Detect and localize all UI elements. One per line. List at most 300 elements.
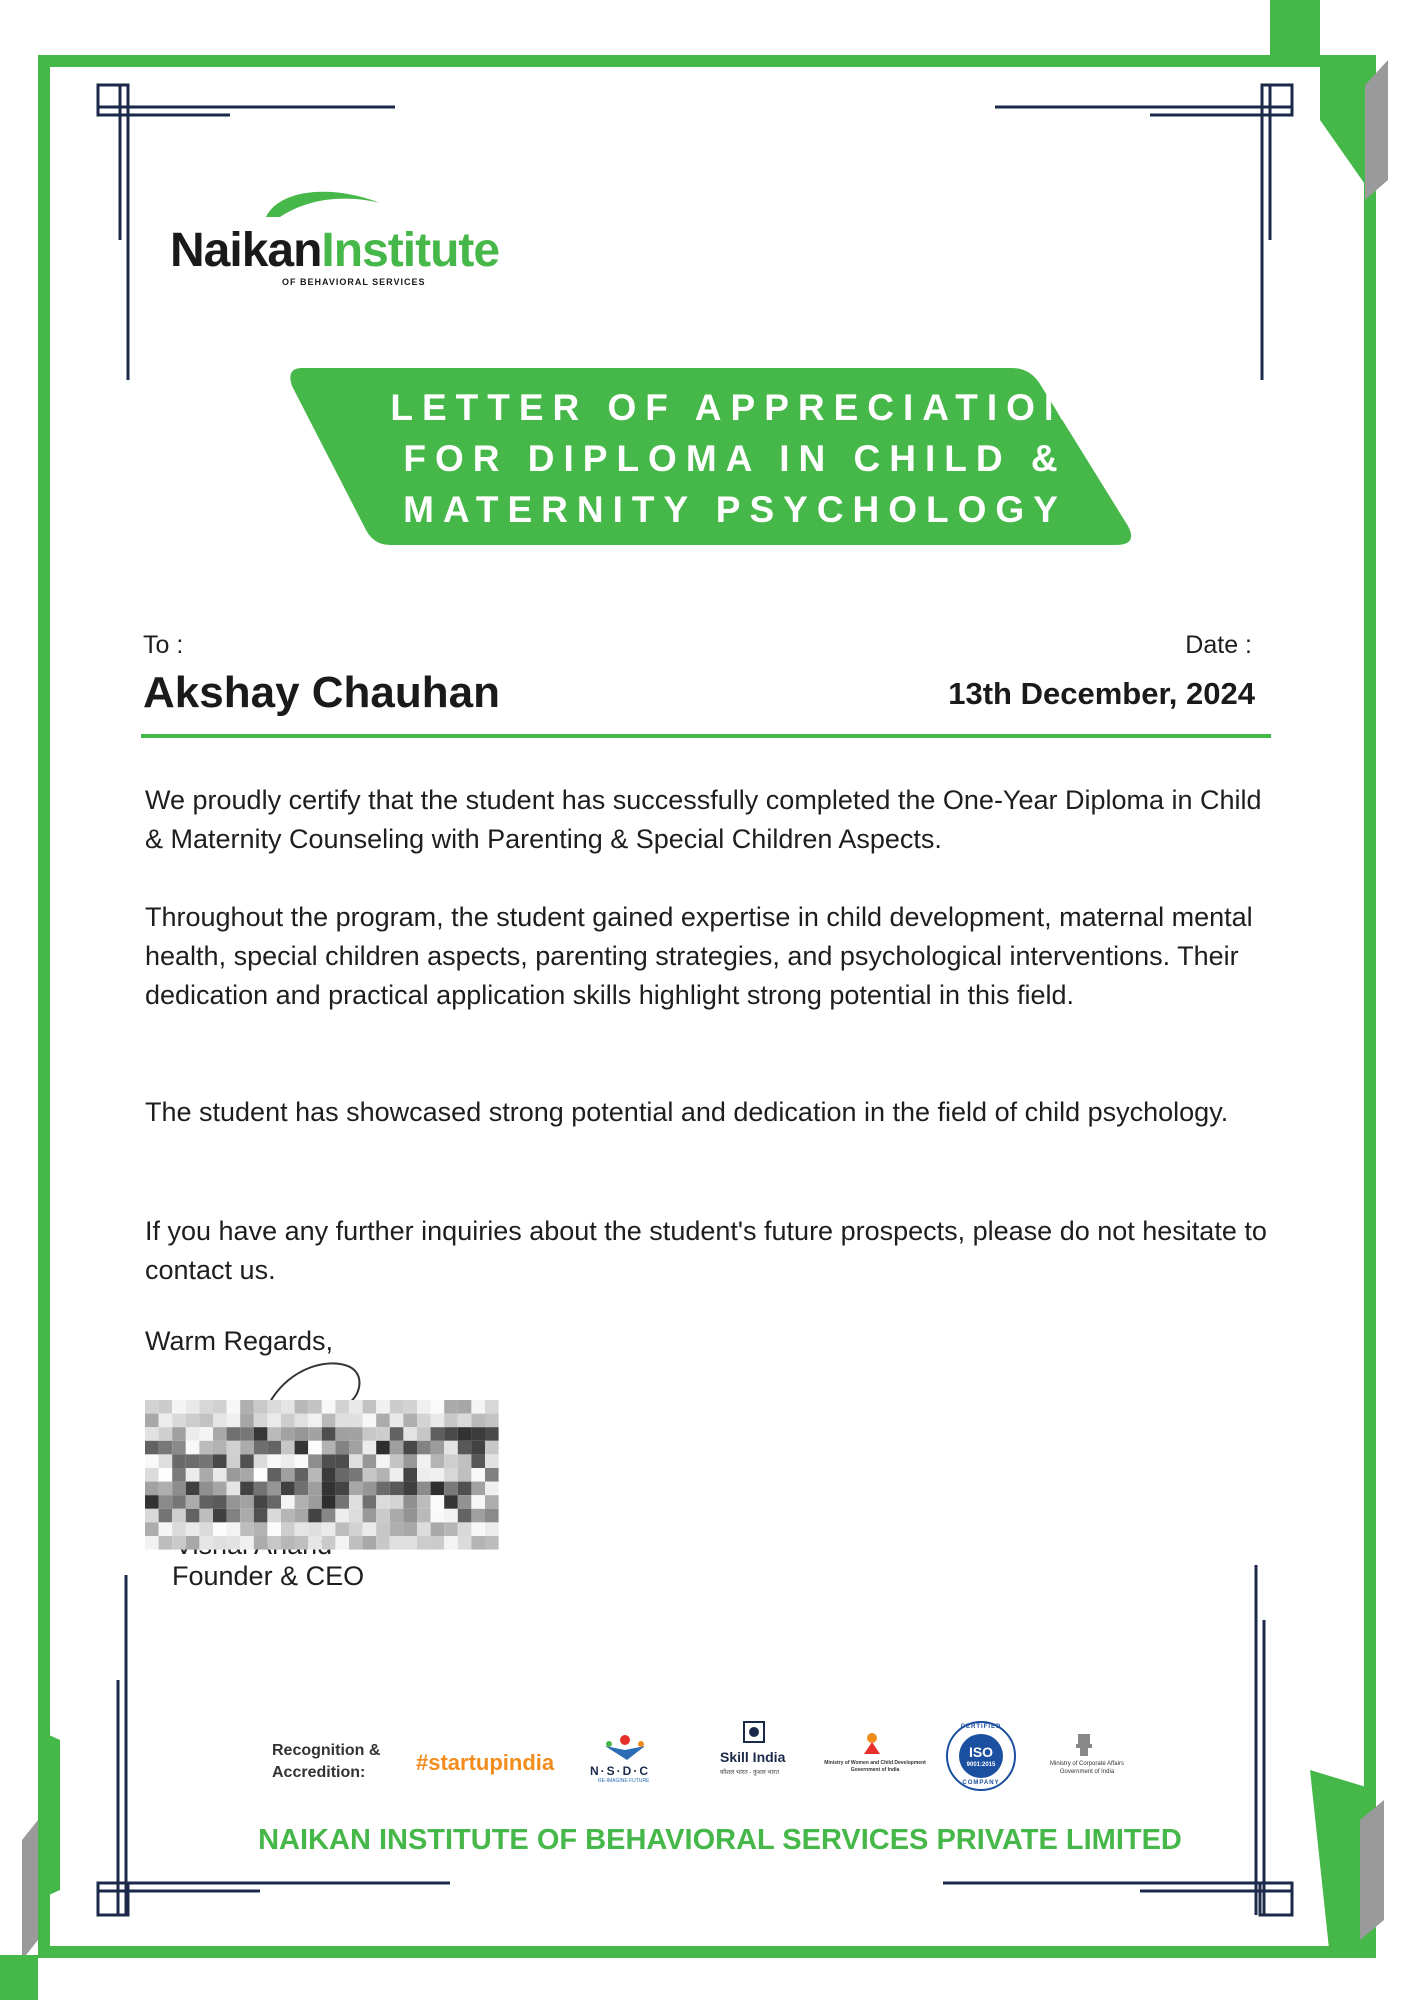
signature-pixel — [145, 1509, 159, 1523]
signature-pixel — [308, 1414, 322, 1428]
signature-pixel — [349, 1441, 363, 1455]
signature-pixel — [186, 1400, 200, 1414]
signature-pixel — [295, 1468, 309, 1482]
signature-pixel — [227, 1522, 241, 1536]
signature-pixel — [390, 1441, 404, 1455]
signature-pixel — [376, 1454, 390, 1468]
signature-pixel — [458, 1522, 472, 1536]
signature-pixel — [227, 1427, 241, 1441]
signature-pixel — [159, 1414, 173, 1428]
signature-pixel — [444, 1495, 458, 1509]
ministry-wcd-logo — [820, 1760, 930, 1774]
signature-pixel — [458, 1468, 472, 1482]
signature-pixel — [295, 1400, 309, 1414]
signature-pixel — [444, 1522, 458, 1536]
signature-pixel — [227, 1482, 241, 1496]
signature-pixel — [267, 1427, 281, 1441]
signature-pixel — [403, 1536, 417, 1550]
nsdc-figures-icon — [595, 1732, 655, 1762]
signature-pixel — [227, 1400, 241, 1414]
signature-pixel — [172, 1441, 186, 1455]
signature-pixel — [431, 1509, 445, 1523]
signature-pixel — [281, 1441, 295, 1455]
signature-pixel — [458, 1400, 472, 1414]
signature-pixel — [431, 1468, 445, 1482]
signature-pixel — [471, 1482, 485, 1496]
logo-wordmark — [170, 223, 499, 278]
recipient-name: Akshay Chauhan — [143, 668, 500, 717]
signature-pixel — [335, 1482, 349, 1496]
signature-pixel — [431, 1441, 445, 1455]
closing: Warm Regards, — [145, 1326, 334, 1356]
signature-pixel — [240, 1536, 254, 1550]
signature-pixel — [145, 1414, 159, 1428]
signature-pixel — [444, 1441, 458, 1455]
signature-pixel — [403, 1468, 417, 1482]
signature-pixel — [199, 1427, 213, 1441]
signature-pixel — [281, 1482, 295, 1496]
signature-pixel — [363, 1400, 377, 1414]
signature-pixel — [267, 1509, 281, 1523]
signature-pixel — [390, 1414, 404, 1428]
signature-pixel — [295, 1414, 309, 1428]
signature-pixel — [267, 1414, 281, 1428]
signature-pixel — [213, 1441, 227, 1455]
accreditation-logos — [410, 1720, 1150, 1796]
signature-pixel — [159, 1454, 173, 1468]
signature-pixel — [335, 1468, 349, 1482]
signature-pixel — [363, 1468, 377, 1482]
signature-pixel — [485, 1441, 499, 1455]
signature-pixel — [267, 1522, 281, 1536]
signature-pixel — [186, 1414, 200, 1428]
signature-pixel — [295, 1522, 309, 1536]
signature-pixel — [363, 1482, 377, 1496]
signature-pixel — [240, 1427, 254, 1441]
signature-pixel — [281, 1400, 295, 1414]
signature-pixel — [295, 1427, 309, 1441]
signature-pixel — [349, 1454, 363, 1468]
signature-pixel — [213, 1414, 227, 1428]
signature-pixel — [376, 1400, 390, 1414]
signature-pixel — [254, 1427, 268, 1441]
signature-pixel — [199, 1454, 213, 1468]
signature-pixel — [444, 1454, 458, 1468]
skill-india-logo: Skill India — [720, 1749, 786, 1765]
signature-pixel — [403, 1414, 417, 1428]
signature-pixel — [335, 1454, 349, 1468]
signature-pixel — [458, 1414, 472, 1428]
logo-word-dark: Naikan — [170, 224, 322, 277]
signature-pixel — [186, 1522, 200, 1536]
signature-pixel — [335, 1441, 349, 1455]
signature-pixel — [458, 1482, 472, 1496]
signature-pixel — [227, 1441, 241, 1455]
signature-pixel — [444, 1414, 458, 1428]
signature-pixel — [172, 1400, 186, 1414]
signature-pixel — [308, 1495, 322, 1509]
signature-pixel — [186, 1509, 200, 1523]
signature-pixel — [444, 1509, 458, 1523]
signature-pixel — [186, 1536, 200, 1550]
signature-pixel — [308, 1522, 322, 1536]
signature-pixel — [444, 1482, 458, 1496]
signature-pixel — [254, 1536, 268, 1550]
signature-pixel — [145, 1482, 159, 1496]
logo-tagline: OF BEHAVIORAL SERVICES — [282, 277, 426, 287]
signature-pixel — [159, 1509, 173, 1523]
signature-pixel — [403, 1509, 417, 1523]
signature-pixel — [335, 1400, 349, 1414]
signature-pixel — [335, 1509, 349, 1523]
signature-pixel — [335, 1427, 349, 1441]
tr-green-block — [1270, 0, 1320, 55]
paragraph-2: Throughout the program, the student gained expertise in child development, maternal mental health, special children aspects, parenting strategies, and psychological interventions. Their dedication and practical application skills highlight strong potential in this field. — [145, 902, 1253, 1010]
signature-pixel — [349, 1414, 363, 1428]
mca-name: Ministry of Corporate Affairs — [1050, 1761, 1124, 1767]
signature-pixel — [308, 1441, 322, 1455]
signature-pixel — [403, 1495, 417, 1509]
signature-pixel — [322, 1468, 336, 1482]
signature-pixel — [417, 1414, 431, 1428]
signature-pixel — [254, 1509, 268, 1523]
signature-pixel — [308, 1427, 322, 1441]
signature-pixel — [417, 1400, 431, 1414]
signature-pixel — [390, 1509, 404, 1523]
signature-pixel — [159, 1482, 173, 1496]
signature-pixel — [471, 1468, 485, 1482]
recognition-label: Recognition & Accredition: — [272, 1742, 381, 1781]
signature-pixel — [485, 1454, 499, 1468]
signature-pixel — [295, 1454, 309, 1468]
signature-pixel — [363, 1522, 377, 1536]
signature-pixel — [431, 1495, 445, 1509]
signature-pixel — [281, 1454, 295, 1468]
banner-line-2: FOR DIPLOMA IN CHILD & — [403, 438, 1067, 479]
signature-pixel — [240, 1441, 254, 1455]
signature-pixel — [363, 1427, 377, 1441]
ministry-wcd-gov: Government of India — [850, 1767, 900, 1773]
bl-gray-bar — [22, 1820, 38, 1960]
signature-pixel — [417, 1522, 431, 1536]
signature-pixel — [376, 1427, 390, 1441]
signature-pixel — [458, 1454, 472, 1468]
signature-pixel — [145, 1400, 159, 1414]
signature-pixel — [322, 1495, 336, 1509]
iso-top-text: CERTIFIED — [960, 1724, 1002, 1730]
signature-pixel — [295, 1482, 309, 1496]
signature-pixel — [145, 1522, 159, 1536]
signature-pixel — [295, 1536, 309, 1550]
signature-pixel — [227, 1454, 241, 1468]
signature-pixel — [403, 1522, 417, 1536]
signature-pixel — [227, 1536, 241, 1550]
signature-pixel — [431, 1427, 445, 1441]
signature-pixel — [485, 1482, 499, 1496]
signature-pixel — [349, 1482, 363, 1496]
signature-pixel — [240, 1522, 254, 1536]
signature-pixel — [186, 1441, 200, 1455]
divider-rule — [141, 734, 1271, 738]
national-emblem-icon — [1072, 1730, 1096, 1758]
nsdc-subtitle: RE-IMAGINE FUTURE — [598, 1778, 650, 1784]
signature-pixel — [322, 1536, 336, 1550]
signature-pixel — [199, 1536, 213, 1550]
signature-pixel — [349, 1495, 363, 1509]
signature-pixel — [281, 1522, 295, 1536]
signature-pixel — [159, 1495, 173, 1509]
signature-pixel — [458, 1509, 472, 1523]
banner-title — [340, 382, 1130, 535]
signature-pixel — [308, 1400, 322, 1414]
signature-pixel — [281, 1509, 295, 1523]
signature-pixel — [322, 1522, 336, 1536]
signature-pixel — [295, 1495, 309, 1509]
signature-pixel — [308, 1536, 322, 1550]
signature-pixel — [254, 1441, 268, 1455]
signature-pixel — [172, 1468, 186, 1482]
signature-pixel — [403, 1400, 417, 1414]
signature-pixel — [322, 1482, 336, 1496]
signature-pixel — [471, 1400, 485, 1414]
signature-pixel — [145, 1454, 159, 1468]
signature-pixel — [335, 1522, 349, 1536]
signature-pixel — [199, 1468, 213, 1482]
skill-india-emblem-icon — [742, 1720, 766, 1746]
signature-pixel — [240, 1414, 254, 1428]
signature-pixel — [417, 1536, 431, 1550]
signature-pixel — [240, 1454, 254, 1468]
signature-pixel — [349, 1400, 363, 1414]
signature-pixel — [485, 1495, 499, 1509]
signature-pixel — [417, 1468, 431, 1482]
signature-pixel — [417, 1482, 431, 1496]
signature-pixel — [403, 1441, 417, 1455]
signature-pixel — [186, 1427, 200, 1441]
signature-pixel — [145, 1468, 159, 1482]
signature-pixel — [267, 1482, 281, 1496]
iso-number: 9001:2015 — [966, 1762, 996, 1768]
signature-pixel — [145, 1441, 159, 1455]
signature-pixel — [458, 1441, 472, 1455]
signature-pixel — [431, 1536, 445, 1550]
signature-pixel — [213, 1536, 227, 1550]
signature-pixel — [390, 1495, 404, 1509]
signature-pixel — [172, 1482, 186, 1496]
signature-pixel — [199, 1509, 213, 1523]
signature-pixel — [213, 1482, 227, 1496]
signature-pixel — [403, 1427, 417, 1441]
signature-pixel — [471, 1454, 485, 1468]
signature-pixel — [431, 1522, 445, 1536]
signature-pixel — [240, 1495, 254, 1509]
signature-redacted — [145, 1400, 499, 1552]
signature-pixel — [322, 1414, 336, 1428]
signature-pixel — [390, 1400, 404, 1414]
leaf-icon — [258, 185, 388, 225]
signature-pixel — [363, 1509, 377, 1523]
signature-pixel — [267, 1468, 281, 1482]
signature-pixel — [295, 1441, 309, 1455]
signature-pixel — [376, 1509, 390, 1523]
mca-logo — [1032, 1760, 1142, 1776]
signature-pixel — [159, 1400, 173, 1414]
signature-pixel — [267, 1536, 281, 1550]
signature-pixel — [335, 1414, 349, 1428]
signature-pixel — [295, 1509, 309, 1523]
signature-pixel — [349, 1522, 363, 1536]
signature-pixel — [145, 1536, 159, 1550]
signature-pixel — [349, 1427, 363, 1441]
signature-pixel — [390, 1522, 404, 1536]
bl-green-wedge — [38, 1730, 60, 1900]
signature-pixel — [363, 1454, 377, 1468]
paragraph-4: If you have any further inquiries about the student's future prospects, please do not hesitate to contact us. — [145, 1216, 1267, 1285]
signature-pixel — [159, 1427, 173, 1441]
signature-pixel — [363, 1414, 377, 1428]
signature-pixel — [240, 1509, 254, 1523]
signature-pixel — [471, 1441, 485, 1455]
signature-pixel — [349, 1536, 363, 1550]
signature-pixel — [390, 1454, 404, 1468]
signature-pixel — [281, 1427, 295, 1441]
signature-pixel — [376, 1482, 390, 1496]
banner-line-3: MATERNITY PSYCHOLOGY — [403, 489, 1067, 530]
signature-pixel — [267, 1441, 281, 1455]
institute-logo — [170, 185, 550, 295]
signature-pixel — [471, 1509, 485, 1523]
iso-bottom-text: COMPANY — [962, 1780, 1000, 1786]
signature-pixel — [322, 1509, 336, 1523]
paragraph-3: The student has showcased strong potential and dedication in the field of child psychology. — [145, 1097, 1229, 1127]
signature-pixel — [322, 1441, 336, 1455]
signature-pixel — [485, 1414, 499, 1428]
signature-pixel — [363, 1441, 377, 1455]
signature-pixel — [199, 1495, 213, 1509]
signature-pixel — [227, 1495, 241, 1509]
signature-pixel — [471, 1522, 485, 1536]
signatory-role: Founder & CEO — [172, 1561, 365, 1591]
signature-pixel — [349, 1468, 363, 1482]
date-label: Date : — [1185, 631, 1252, 659]
signature-pixel — [390, 1482, 404, 1496]
signature-pixel — [254, 1522, 268, 1536]
signature-pixel — [172, 1427, 186, 1441]
signature-pixel — [254, 1482, 268, 1496]
signature-pixel — [172, 1454, 186, 1468]
signature-pixel — [213, 1495, 227, 1509]
signature-pixel — [213, 1522, 227, 1536]
signature-pixel — [308, 1482, 322, 1496]
signature-pixel — [213, 1427, 227, 1441]
date-value: 13th December, 2024 — [948, 676, 1255, 711]
signature-pixel — [390, 1468, 404, 1482]
signature-pixel — [172, 1522, 186, 1536]
signature-pixel — [390, 1427, 404, 1441]
signature-pixel — [417, 1495, 431, 1509]
signature-pixel — [485, 1522, 499, 1536]
signature-pixel — [267, 1400, 281, 1414]
signature-pixel — [159, 1468, 173, 1482]
signature-pixel — [227, 1509, 241, 1523]
ministry-wcd-name: Ministry of Women and Child Development — [824, 1760, 926, 1766]
signature-pixel — [458, 1427, 472, 1441]
signature-pixel — [363, 1536, 377, 1550]
signature-pixel — [281, 1495, 295, 1509]
signature-pixel — [199, 1482, 213, 1496]
mca-gov: Government of India — [1059, 1769, 1115, 1775]
signature-pixel — [431, 1414, 445, 1428]
signature-pixel — [227, 1414, 241, 1428]
signature-pixel — [240, 1468, 254, 1482]
signature-pixel — [431, 1482, 445, 1496]
signature-pixel — [159, 1522, 173, 1536]
signature-pixel — [376, 1522, 390, 1536]
signature-pixel — [376, 1495, 390, 1509]
signature-pixel — [485, 1509, 499, 1523]
signature-pixel — [335, 1495, 349, 1509]
signature-pixel — [431, 1454, 445, 1468]
signature-pixel — [281, 1536, 295, 1550]
signature-pixel — [376, 1468, 390, 1482]
signature-pixel — [335, 1536, 349, 1550]
signature-pixel — [485, 1400, 499, 1414]
signature-pixel — [322, 1454, 336, 1468]
signature-pixel — [213, 1509, 227, 1523]
signature-pixel — [240, 1482, 254, 1496]
signature-pixel — [403, 1454, 417, 1468]
signature-pixel — [485, 1468, 499, 1482]
to-label: To : — [143, 631, 184, 659]
signature-pixel — [444, 1536, 458, 1550]
signature-pixel — [458, 1495, 472, 1509]
signature-pixel — [471, 1414, 485, 1428]
signature-pixel — [199, 1400, 213, 1414]
signature-pixel — [376, 1414, 390, 1428]
signature-pixel — [213, 1454, 227, 1468]
iso-text: ISO — [968, 1744, 994, 1760]
signature-pixel — [308, 1454, 322, 1468]
signature-pixel — [308, 1468, 322, 1482]
signature-pixel — [376, 1536, 390, 1550]
signature-pixel — [227, 1468, 241, 1482]
signature-pixel — [172, 1414, 186, 1428]
paragraph-1: We proudly certify that the student has successfully completed the One-Year Diploma in Child & Maternity Counseling with Parenting & Special Children Aspects. — [145, 785, 1262, 854]
signature-pixel — [213, 1468, 227, 1482]
company-name-footer: NAIKAN INSTITUTE OF BEHAVIORAL SERVICES PRIVATE LIMITED — [258, 1824, 1182, 1856]
signature-pixel — [186, 1468, 200, 1482]
signature-pixel — [199, 1522, 213, 1536]
nsdc-logo: N·S·D·C — [590, 1764, 650, 1778]
signature-pixel — [186, 1454, 200, 1468]
signature-pixel — [254, 1414, 268, 1428]
signature-pixel — [199, 1414, 213, 1428]
signature-pixel — [485, 1536, 499, 1550]
skill-india-subtitle: कौशल भारत - कुशल भारत — [720, 1770, 780, 1776]
signature-pixel — [431, 1400, 445, 1414]
signature-pixel — [471, 1495, 485, 1509]
signature-pixel — [471, 1536, 485, 1550]
br-gray-bar — [1360, 1800, 1384, 1940]
signature-pixel — [145, 1495, 159, 1509]
signature-pixel — [417, 1509, 431, 1523]
signature-pixel — [254, 1400, 268, 1414]
bl-green-block — [0, 1955, 38, 2000]
signature-pixel — [444, 1427, 458, 1441]
signature-pixel — [322, 1427, 336, 1441]
signature-pixel — [444, 1400, 458, 1414]
signature-pixel — [363, 1495, 377, 1509]
